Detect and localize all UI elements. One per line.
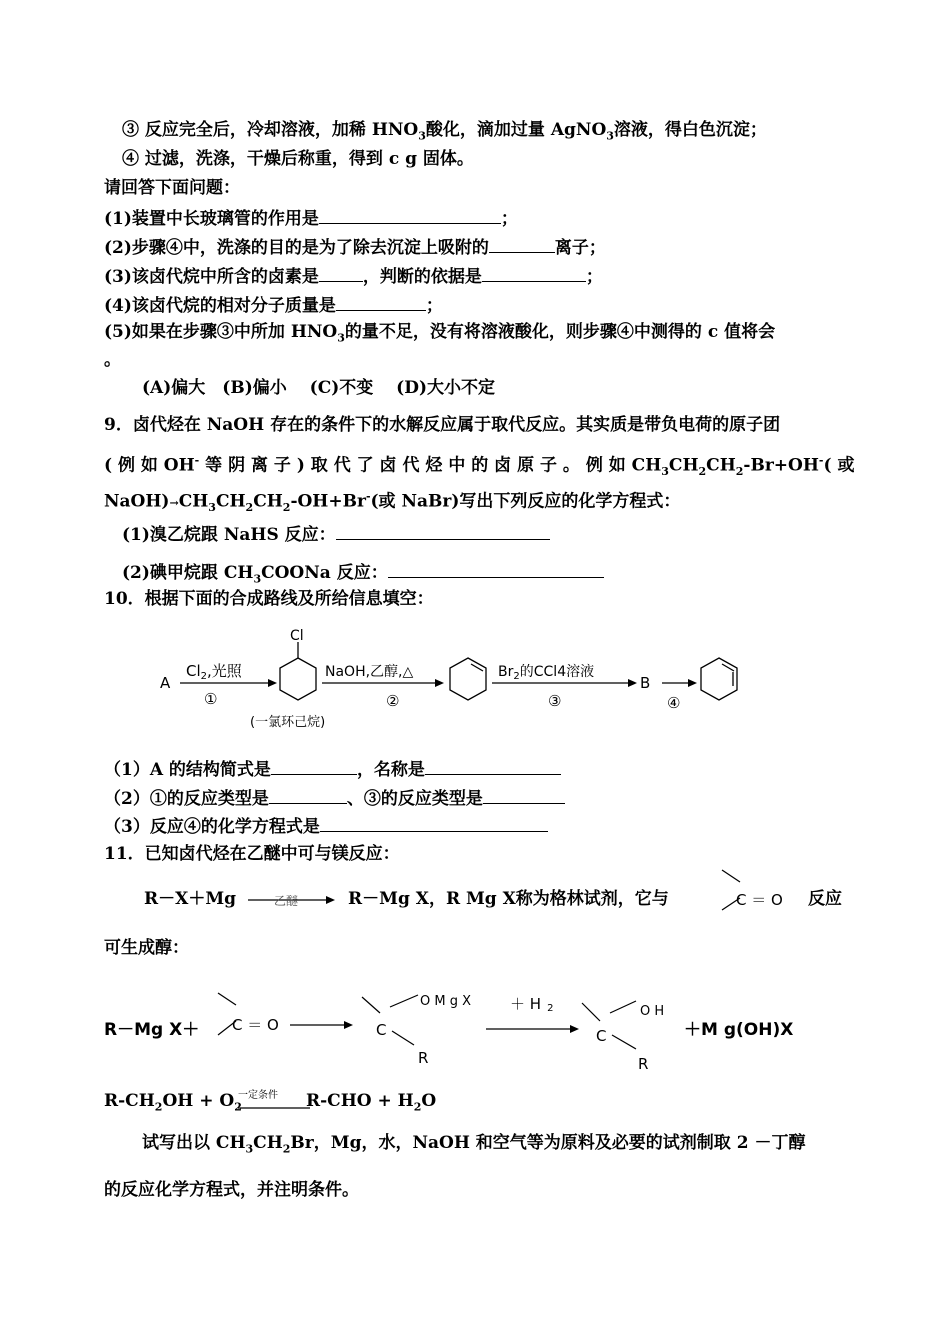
answer-blank[interactable] <box>489 235 555 253</box>
svg-text:O M g X: O M g X <box>420 994 472 1009</box>
answer-blank[interactable] <box>319 264 363 282</box>
q10-answer-2: （2）①的反应类型是 、③的反应类型是 <box>104 786 565 810</box>
carbonyl-group <box>720 866 800 916</box>
chlorocyclohexane-name: (一氯环己烷) <box>250 715 326 730</box>
step-label-3: ③ <box>548 692 562 710</box>
question-2: (2)步骤④中，洗涤的目的是为了除去沉淀上吸附的 离子； <box>104 235 606 259</box>
answer-blank[interactable] <box>336 293 426 311</box>
questions-intro: 请回答下面问题： <box>104 178 240 198</box>
chlorine-label: Cl <box>290 628 304 644</box>
question-1: (1)装置中长玻璃管的作用是 ； <box>104 206 518 230</box>
q11-eq1-right: R－Mg X，R Mg X称为格林试剂，它与 <box>348 889 669 909</box>
question-5: (5)如果在步骤③中所加 $HNO_3$的量不足，没有将溶液酸化，则步骤④中测得的 c 值将会 <box>104 322 776 345</box>
answer-blank[interactable] <box>482 264 586 282</box>
svg-text:乙醚: 乙醚 <box>274 894 299 908</box>
q11-eq1-left: R－X＋Mg <box>144 889 237 909</box>
reagent-1: $Cl_2$,光照 <box>186 662 242 682</box>
q9-sub1: (1)溴乙烷跟 NaHS 反应： <box>122 522 550 546</box>
answer-blank[interactable] <box>336 522 550 540</box>
q11-oxidation-right: $R-CHO + H_2O$ <box>306 1091 437 1114</box>
reagent-3: $Br_2$的CCl4溶液 <box>498 664 595 682</box>
answer-blank[interactable] <box>319 206 501 224</box>
condition-arrow <box>236 1086 316 1116</box>
answer-blank[interactable] <box>320 814 548 832</box>
svg-text:C: C <box>376 1021 387 1039</box>
reactant-A: A <box>160 674 171 692</box>
question-4: (4)该卤代烷的相对分子质量是 ； <box>104 293 443 317</box>
q11-task-line2: 的反应化学方程式，并注明条件。 <box>104 1180 359 1200</box>
svg-text:C: C <box>596 1027 607 1045</box>
chlorocyclohexane-ring <box>280 658 316 700</box>
svg-text:R－Mg X＋: R－Mg X＋ <box>104 1020 200 1040</box>
intermediate-B: B <box>640 674 651 692</box>
q9-line3: $NaOH)\to CH_3CH_2CH_2-OH+Br^-$(或 NaBr)写出下列反应的化学方程式： <box>104 490 681 515</box>
question-3: (3)该卤代烷中所含的卤素是 ，判断的依据是 ； <box>104 264 603 288</box>
synthesis-scheme <box>150 628 750 738</box>
answer-blank[interactable] <box>269 786 347 804</box>
grignard-scheme <box>104 985 824 1085</box>
answer-blank[interactable] <box>425 757 561 775</box>
q9-sub2: (2)碘甲烷跟 $CH_3COONa$ 反应： <box>122 560 604 590</box>
reagent-2: NaOH,乙醇,△ <box>325 664 414 680</box>
answer-blank[interactable] <box>271 757 357 775</box>
svg-text:R: R <box>638 1055 649 1073</box>
question-5-options: (A)偏大 (B)偏小 (C)不变 (D)大小不定 <box>142 378 496 398</box>
answer-blank[interactable] <box>483 786 565 804</box>
q11-task-line1: 试写出以 $CH_3CH_2Br$，Mg，水，NaOH 和空气等为原料及必要的试剂制取 2 －丁醇 <box>142 1133 806 1156</box>
step-label-4: ④ <box>667 694 681 712</box>
svg-text:O H: O H <box>640 1004 665 1019</box>
q9-line2: ( 例 如 OH- 等 阴 离 子 ) 取 代 了 卤 代 烃 中 的 卤 原 子 。 例 如 $CH_3CH_2CH_2-Br+OH^-$( 或 <box>104 454 855 479</box>
answer-blank[interactable] <box>388 560 604 578</box>
cyclohexene-ring <box>450 658 486 700</box>
q11-title: 11．已知卤代烃在乙醚中可与镁反应： <box>104 844 400 864</box>
svg-text:C ＝ O: C ＝ O <box>736 891 783 909</box>
step-3: ③ 反应完全后，冷却溶液，加稀 $HNO_3$酸化，滴加过量 AgNO$_3$溶液，得白色沉淀； <box>122 120 767 143</box>
q10-answer-3: （3）反应④的化学方程式是 <box>104 814 548 838</box>
question-5-dot: 。 <box>104 350 121 370</box>
q9-line1: 9．卤代烃在 NaOH 存在的条件下的水解反应属于取代反应。其实质是带负电荷的原子团 <box>104 415 781 435</box>
cyclohexadiene-ring <box>701 658 737 700</box>
svg-text:C ＝ O: C ＝ O <box>232 1016 279 1034</box>
svg-text:R: R <box>418 1049 429 1067</box>
svg-text:＋M g(OH)X: ＋M g(OH)X <box>684 1020 794 1040</box>
step-4: ④ 过滤，洗涤，干燥后称重，得到 c g 固体。 <box>122 149 474 169</box>
q11-line2: 可生成醇： <box>104 938 189 958</box>
q10-title: 10．根据下面的合成路线及所给信息填空： <box>104 589 434 609</box>
step-label-1: ① <box>204 690 218 708</box>
q10-answer-1: （1）A 的结构简式是 ，名称是 <box>104 757 561 781</box>
q11-oxidation-left: $R-CH_2OH + O_2$ <box>104 1091 242 1114</box>
svg-text:＋ H2: ＋ H 2 <box>510 995 554 1014</box>
ether-arrow <box>246 884 336 914</box>
step-label-2: ② <box>386 692 400 710</box>
svg-text:一定条件: 一定条件 <box>238 1090 278 1101</box>
q11-eq1-end: 反应 <box>808 889 842 909</box>
